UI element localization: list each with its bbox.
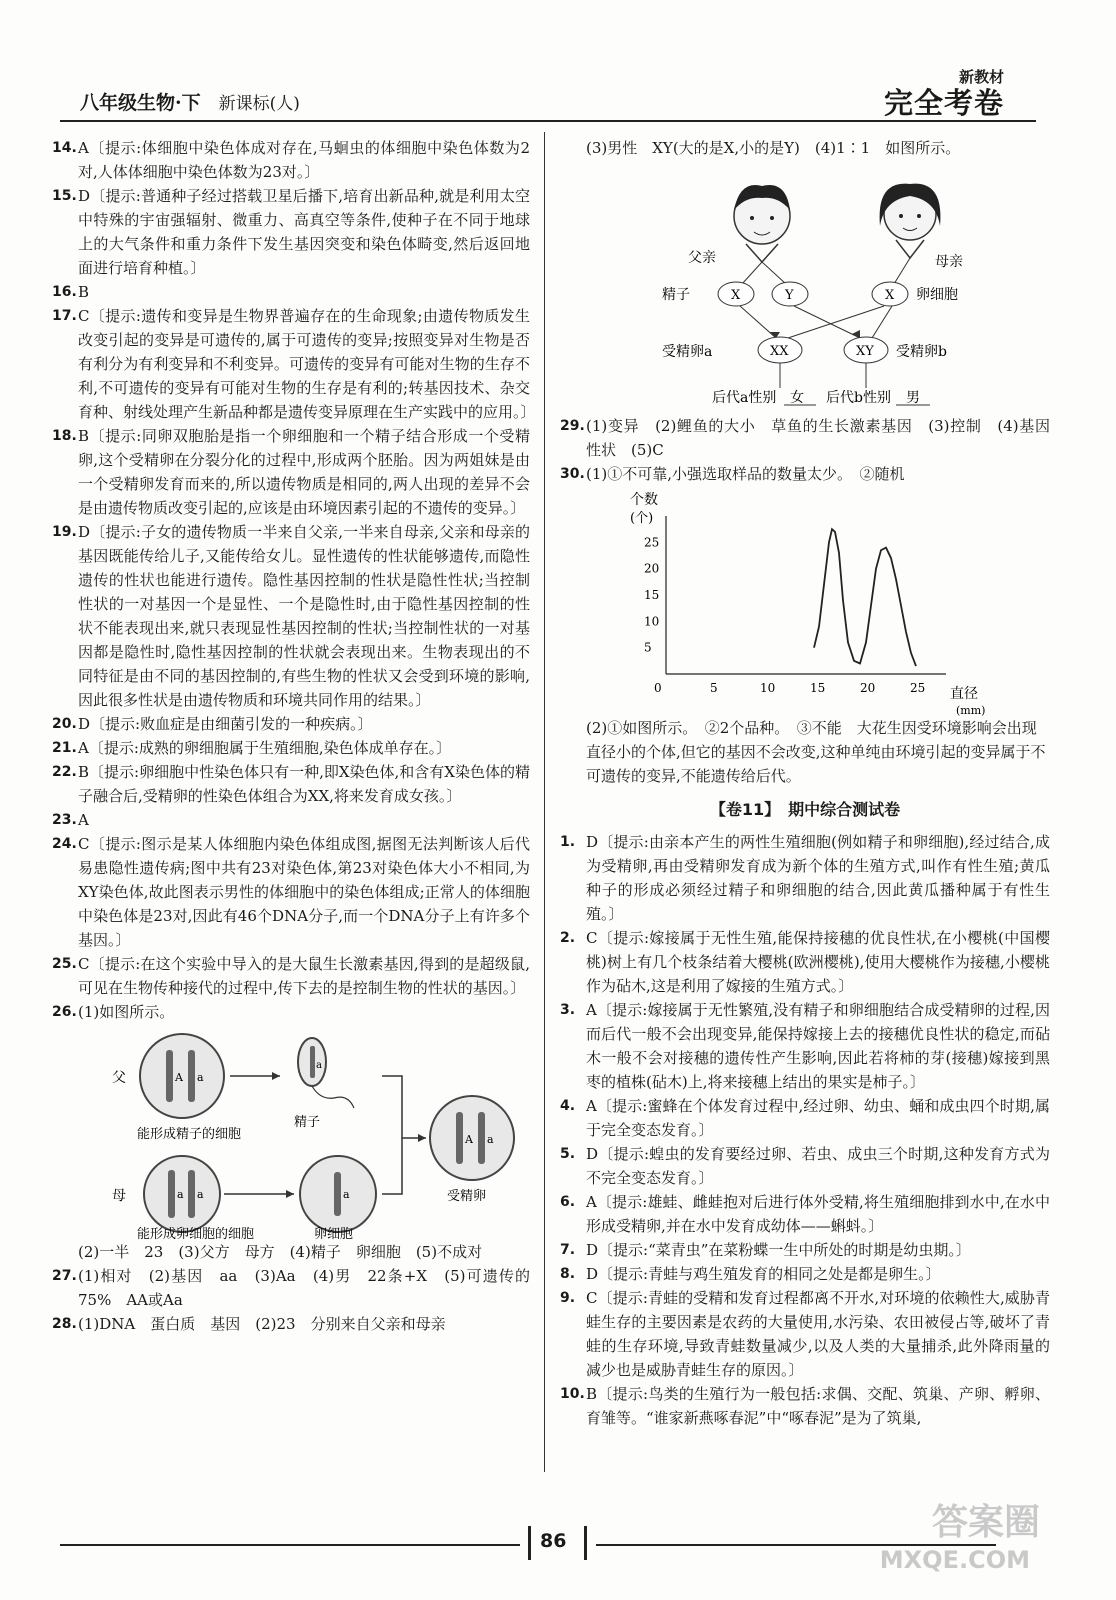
x-tick-label: 0 <box>654 681 662 695</box>
y-tick-label: 5 <box>644 640 652 655</box>
right-column <box>560 136 1066 1430</box>
x-tick-label: 15 <box>810 681 826 695</box>
answer-s1: 1. D〔提示:由亲本产生的两性生殖细胞(例如精子和卵细胞),经过结合,成为受精卵,再由受精卵发育成为新个体的生殖方式,叫作有性生殖;黄瓜种子的形成必须经过精子和卵细胞的结合,因此黄瓜播种属于有性生殖。〕 <box>560 833 1050 923</box>
diameter-distribution-chart <box>600 486 1020 716</box>
answer-24: 24. C〔提示:图示是某人体细胞内染色体组成图,据图无法判断该人后代易患隐性遗传病;图中共有23对染色体,第23对染色体大小不相同,为XY染色体,故此图表示男性的体细胞中的染色体组成;正常人的体细胞中染色体是23对,因此有46个DNA分子,而一个DNA分子上有许多个基因。〕 <box>52 835 530 949</box>
x-tick-label: 25 <box>910 681 926 695</box>
answer-20: 20. D〔提示:败血症是由细菌引发的一种疾病。〕 <box>52 715 373 733</box>
arrow-head <box>418 1134 426 1142</box>
offspring-b-label: 后代b性别 <box>826 390 891 406</box>
x-tick-label: 10 <box>760 681 776 695</box>
offspring-a-sex: 女 <box>790 390 804 406</box>
gene-a-label: a <box>177 1188 184 1201</box>
father-label: 父 <box>112 1070 126 1086</box>
arrow <box>382 1138 402 1194</box>
sex-inheritance-figure <box>590 166 1010 406</box>
answer-15: 15. D〔提示:普通种子经过搭载卫星后播下,培育出新品种,就是利用太空中特殊的宇宙强辐射、微重力、高真空等条件,使种子在不同于地球上的大气条件和重力条件下发生基因突变和染色体畸变,然后返回地面进行培育种植。〕 <box>52 187 530 277</box>
chart-xlabel: 直径 <box>950 686 978 702</box>
sperm-tail <box>312 1086 354 1108</box>
answer-26: 26. (1)如图所示。 <box>52 1003 175 1021</box>
gene-a-label: a <box>197 1188 204 1201</box>
zygote-a-label: 受精卵a <box>662 344 713 360</box>
footer-rule-left <box>60 1544 520 1546</box>
gene-a-label: a <box>197 1071 204 1084</box>
answer-30-cont: (2)①如图所示。 ②2个品种。 ③不能 大花生因受环境影响会出现直径小的个体,但它的基因不会改变,这种单纯由环境引起的变异属于不可遗传的变异,不能遗传给后代。 <box>586 719 1046 785</box>
edition-label: 新课标(人) <box>218 94 300 114</box>
answer-30: 30. (1)①不可靠,小强选取样品的数量太少。 ②随机 <box>560 465 905 483</box>
answer-22: 22. B〔提示:卵细胞中性染色体只有一种,即X染色体,和含有X染色体的精子融合后,受精卵的性染色体组合为XX,将来发育成女孩。〕 <box>52 763 530 805</box>
chromosome <box>334 1172 341 1216</box>
section-title: 【卷11】 期中综合测试卷 <box>709 800 901 819</box>
chromosome <box>456 1112 463 1164</box>
arrow-head <box>286 1190 294 1198</box>
footer-bar-right <box>584 1526 587 1560</box>
offspring-b-sex: 男 <box>906 390 920 406</box>
brand-logo <box>884 66 1004 119</box>
answer-26-cont: (2)一半 23 (3)父方 母方 (4)精子 卵细胞 (5)不成对 <box>78 1243 483 1261</box>
gene-a-label: a <box>487 1133 494 1146</box>
answer-s2: 2. C〔提示:嫁接属于无性生殖,能保持接穗的优良性状,在小樱桃(中国樱桃)树上有几个枝条结着大樱桃(欧洲樱桃),使用大樱桃作为接穗,小樱桃作为砧木,这是利用了嫁接的生殖方式。〕 <box>560 929 1050 995</box>
brand-main: 完全考卷 <box>883 86 1004 120</box>
y-tick-label: 10 <box>644 614 660 629</box>
gene-a-label: a <box>316 1060 322 1071</box>
egg-cell-caption: 能形成卵细胞的细胞 <box>137 1227 255 1240</box>
sperm-label: 精子 <box>294 1115 321 1130</box>
chart-ylabel: 个数 <box>630 492 658 508</box>
x-tick-label: 20 <box>860 681 876 695</box>
brand-top: 新教材 <box>958 68 1004 86</box>
header-rule <box>60 120 1036 122</box>
answer-s9: 9. C〔提示:青蛙的受精和发育过程都离不开水,对环境的依赖性大,威胁青蛙生存的主要因素是农药的大量使用,水污染、农田被侵占等,破坏了青蛙的生存环境,导致青蛙数量减少,以及人类的大量捕杀,此外降雨量的减少也是威胁青蛙生存的原因。〕 <box>560 1289 1050 1379</box>
svg-text:X: X <box>885 288 895 303</box>
gene-A-label: A <box>465 1133 473 1146</box>
mother-label: 母亲 <box>935 254 963 270</box>
answer-28: 28. (1)DNA 蛋白质 基因 (2)23 分别来自父亲和母亲 <box>52 1315 446 1333</box>
answer-29: 29. (1)变异 (2)鲤鱼的大小 草鱼的生长激素基因 (3)控制 (4)基因 性状 (5)C <box>560 417 1066 459</box>
answer-s8: 8. D〔提示:青蛙与鸡生殖发育的相同之处是都是卵生。〕 <box>560 1265 941 1283</box>
chromosome-figure <box>82 1028 522 1240</box>
sperm-cell-caption: 能形成精子的细胞 <box>137 1127 242 1142</box>
chart-yunit: (个) <box>630 511 654 526</box>
answer-25: 25. C〔提示:在这个实验中导入的是大鼠生长激素基因,得到的是超级鼠,可见在生物传种接代的过程中,传下去的是控制生物的性状的基因。〕 <box>52 955 530 997</box>
answer-s3: 3. A〔提示:嫁接属于无性繁殖,没有精子和卵细胞结合成受精卵的过程,因而后代一般不会出现变异,能保持嫁接上去的接穗优良性状的稳定,而砧木一般不会对接穗的遗传性产生影响,因此若将柿的芽(接穗)嫁接到黑枣的植株(砧木)上,将来接穗上结出的果实是柿子。〕 <box>560 1001 1050 1091</box>
y-tick-label: 20 <box>644 561 660 576</box>
distribution-line <box>814 529 916 666</box>
answer-21: 21. A〔提示:成熟的卵细胞属于生殖细胞,染色体成单存在。〕 <box>52 739 452 757</box>
answer-18: 18. B〔提示:同卵双胞胎是指一个卵细胞和一个精子结合形成一个受精卵,这个受精卵在分裂分化的过程中,形成两个胚胎。因为两姐妹是由一个受精卵发育而来的,所以遗传物质是相同的,两人出现的差异不会是由遗传物质改变引起的,应该是由环境因素引起的不遗传的变异。〕 <box>52 427 530 517</box>
chromosome <box>188 1050 195 1102</box>
zygote-label: 受精卵 <box>447 1189 487 1204</box>
watermark-url: MXQE.COM <box>879 1546 1030 1574</box>
father-label: 父亲 <box>688 250 716 266</box>
footer-bar-left <box>528 1526 531 1560</box>
gene-a-label: a <box>343 1188 350 1201</box>
answer-23: 23. A <box>52 811 89 829</box>
zygote-b-label: 受精卵b <box>896 344 947 360</box>
answer-14: 14. A〔提示:体细胞中染色体成对存在,马蛔虫的体细胞中染色体数为2对,人体体细胞中染色体数为23对。〕 <box>52 139 530 181</box>
watermark-logo: 答案圈 <box>931 1502 1040 1543</box>
chromosome <box>166 1050 173 1102</box>
offspring-a-label: 后代a性别 <box>712 390 777 406</box>
answer-27: 27. (1)相对 (2)基因 aa (3)Aa (4)男 22条+X (5)可遗传的 75% AA或Aa <box>52 1267 546 1309</box>
answer-s5: 5. D〔提示:蝗虫的发育要经过卵、若虫、成虫三个时期,这种发育方式为不完全变态发育。〕 <box>560 1145 1050 1187</box>
answer-28-cont: (3)男性 XY(大的是X,小的是Y) (4)1∶1 如图所示。 <box>586 139 961 157</box>
left-column <box>52 136 546 1336</box>
svg-text:Y: Y <box>785 288 794 303</box>
answer-s10: 10. B〔提示:鸟类的生殖行为一般包括:求偶、交配、筑巢、产卵、孵卵、育雏等。“谁家新燕啄春泥”中“啄春泥”是为了筑巢, <box>560 1385 1050 1427</box>
svg-text:XX: XX <box>770 344 789 359</box>
chromosome <box>478 1112 485 1164</box>
answer-s4: 4. A〔提示:蜜蜂在个体发育过程中,经过卵、幼虫、蛹和成虫四个时期,属于完全变态发育。〕 <box>560 1097 1050 1139</box>
mother-label: 母 <box>112 1188 126 1204</box>
x-tick-label: 5 <box>710 681 718 695</box>
answer-s7: 7. D〔提示:“菜青虫”在菜粉蝶一生中所处的时期是幼虫期。〕 <box>560 1241 971 1259</box>
chromosome <box>188 1170 195 1218</box>
egg-label: 卵细胞 <box>314 1227 354 1240</box>
svg-text:XY: XY <box>856 344 874 359</box>
answer-16: 16. B <box>52 283 90 301</box>
chromosome <box>310 1046 315 1078</box>
chart-xunit: (mm) <box>956 704 986 716</box>
egg-label: 卵细胞 <box>916 287 958 303</box>
page-number: 86 <box>540 1530 567 1552</box>
svg-text:X: X <box>731 288 741 303</box>
chromosome <box>168 1170 175 1218</box>
y-tick-label: 15 <box>644 588 660 602</box>
sperm-label: 精子 <box>662 287 690 303</box>
answer-17: 17. C〔提示:遗传和变异是生物界普遍存在的生命现象;由遗传物质发生改变引起的变异是可遗传的,属于可遗传的变异;按照变异对生物是否有利分为有利变异和不利变异。可遗传的变异有可能对生物的生存不利,不可遗传的变异有可能对生物的生存是有利的;转基因技术、杂交育种、射线处理产生新品种都是遗传变异原理在生产实践中的应用。〕 <box>52 307 536 421</box>
page-header-title <box>80 88 300 115</box>
grade-label: 八年级生物·下 <box>80 92 201 114</box>
y-tick-label: 25 <box>644 535 660 550</box>
answer-19: 19. D〔提示:子女的遗传物质一半来自父亲,一半来自母亲,父亲和母亲的基因既能传给儿子,又能传给女儿。显性遗传的性状能够遗传,而隐性遗传的性状也能进行遗传。隐性基因控制的性状是隐性性状;当控制性状的一对基因一个是显性、一个是隐性时,由于隐性基因控制的性状不能表现出来,就只表现显性基因控制的性状;当控制性状的一对基因都是隐性时,隐性基因控制的性状就会表现出来。生物表现出的不同特征是由不同的基因控制的,有些生物的性状又会受到环境的影响,因此很多性状是由遗传物质和环境共同作用的结果。〕 <box>52 523 530 709</box>
arrow <box>382 1076 426 1138</box>
arrow-head <box>272 1072 280 1080</box>
gene-A-label: A <box>175 1071 183 1084</box>
answer-s6: 6. A〔提示:雄蛙、雌蛙抱对后进行体外受精,将生殖细胞排到水中,在水中形成受精卵,并在水中发育成幼体——蝌蚪。〕 <box>560 1193 1050 1235</box>
